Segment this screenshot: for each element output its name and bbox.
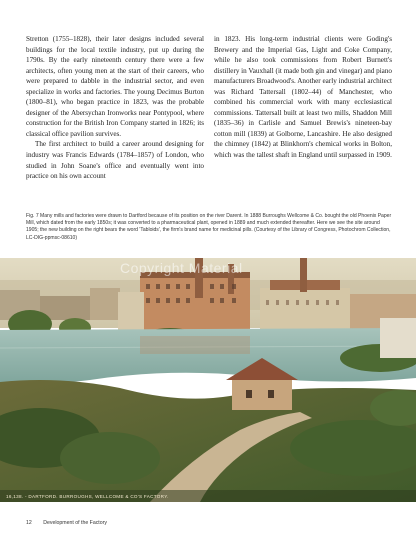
body-column-left bbox=[26, 34, 204, 182]
watermark: Copyright Material bbox=[120, 260, 243, 276]
page-number: 12 bbox=[26, 520, 32, 526]
running-title: Development of the Factory bbox=[43, 520, 107, 526]
figure-caption: Fig. 7 Many mills and factories were drawn to Dartford because of its position on the river Darent. In 1888 Burroughs Wellcome & Co. bought the old Phoenix Paper Mill, which dated from the early 1850s; it was converted to a pharmaceutical plant, opened in 1889 and much extended thereafter. Here we see the site around 1905; the new building on the right bears the word 'Tabloids', the firm's brand name for medicinal pills. (Courtesy of the Library of Congress, Photochrom Collection, LC-DIG-ppmsc-08610) bbox=[26, 213, 392, 241]
page-footer bbox=[26, 520, 107, 526]
paragraph: The first architect to build a career around designing for industry was Francis Edwards (1784–1857) of London, who studied in John Soane's office and eventually went into practice on his own account bbox=[26, 140, 204, 181]
paragraph: Stretton (1755–1828), their later designs included several buildings for the local textile industry, put up during the 1790s. By the early nineteenth century there were a few architects, often young men at the start of their careers, who were prepared to dabble in the industrial sector, and even specialize in works and factories. The young Decimus Burton (1800–81), who began practice in 1823, was the probable designer of the Abersychan Ironworks near Pontypool, where construction for the British Iron Company started in 1826; its classical office pavilion survives. bbox=[26, 35, 204, 138]
figure-photograph bbox=[0, 258, 416, 502]
plate-caption: 16,138. - DARTFORD. BURROUGHS, WELLCOME & CO'S FACTORY. bbox=[6, 494, 169, 499]
paragraph: in 1823. His long-term industrial clients were Goding's Brewery and the Imperial Gas, Light and Coke Company, while he also took commissions from Robert Burnett's distillery in Vauxhall (it made both gin and vinegar) and piano manufacturers Broadwood's. Another early industrial architect was Richard Tattersall (1802–44) of Manchester, who combined his commercial work with many ecclesiastical commissions. Tattersall built at least two mills, Shaddon Mill (1835–36) in Carlisle and Samuel Brewis's nineteen-bay cotton mill (1839) at Golborne, Lancashire. He also designed the chimney (1842) at Blinkhorn's chemical works in Bolton, which was the tallest shaft in England until surpassed in 1909. bbox=[214, 35, 392, 160]
body-column-right bbox=[214, 34, 392, 161]
